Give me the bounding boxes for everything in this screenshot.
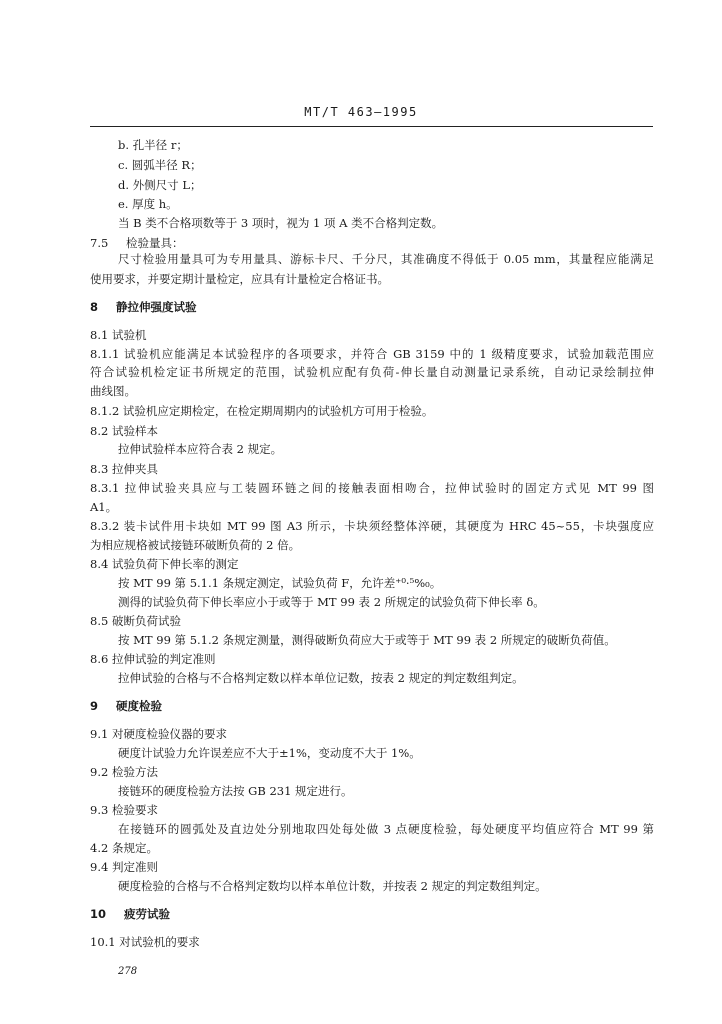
- section-heading-8: [90, 299, 197, 315]
- section-heading: 8.1 试验机: [90, 328, 147, 342]
- paragraph: 在接链环的圆弧处及直边处分别地取四处每处做 3 点硬度检验，每处硬度平均值应符合 MT 99 第: [118, 822, 654, 836]
- paragraph: 拉伸试验样本应符合表 2 规定。: [118, 442, 283, 456]
- list-item-e: e. 厚度 h。: [118, 197, 178, 211]
- paragraph: 硬度检验的合格与不合格判定数均以样本单位计数，并按表 2 规定的判定数组判定。: [118, 879, 547, 893]
- paragraph: 尺寸检验用量具可为专用量具、游标卡尺、千分尺，其准确度不得低于 0.05 mm，其量程应能满足: [118, 252, 654, 266]
- paragraph: 8.1.2 试验机应定期检定，在检定期周期内的试验机方可用于检验。: [90, 404, 434, 418]
- section-number: 9: [90, 699, 99, 713]
- section-heading: 8.2 试验样本: [90, 424, 158, 438]
- section-title: 疲劳试验: [124, 907, 171, 921]
- section-heading-10: [90, 906, 170, 922]
- section-heading: 8.6 拉伸试验的判定准则: [90, 652, 216, 666]
- paragraph: 测得的试验负荷下伸长率应小于或等于 MT 99 表 2 所规定的试验负荷下伸长率 δ。: [118, 595, 545, 609]
- paragraph: 硬度计试验力允许误差应不大于±1%，变动度不大于 1%。: [118, 746, 421, 760]
- paragraph: 8.3.1 拉伸试验夹具应与工装圆环链之间的接触表面相吻合，拉伸试验时的固定方式见 MT 99 图: [90, 481, 654, 495]
- paragraph: 拉伸试验的合格与不合格判定数以样本单位记数，按表 2 规定的判定数组判定。: [118, 671, 524, 685]
- section-number: 7.5: [90, 236, 109, 250]
- section-heading-7-5: [90, 235, 183, 251]
- paragraph: 8.1.1 试验机应能满足本试验程序的各项要求，并符合 GB 3159 中的 1 级精度要求，试验加载范围应: [90, 347, 654, 361]
- paragraph: 接链环的硬度检验方法按 GB 231 规定进行。: [118, 784, 353, 798]
- header-rule: [90, 126, 653, 127]
- paragraph: 按 MT 99 第 5.1.2 条规定测量，测得破断负荷应大于或等于 MT 99 表 2 所规定的破断负荷值。: [118, 633, 616, 647]
- section-heading: 8.3 拉伸夹具: [90, 462, 158, 476]
- section-heading: 9.1 对硬度检验仪器的要求: [90, 727, 227, 741]
- section-number: 8: [90, 300, 99, 314]
- list-item-c: c. 圆弧半径 R；: [118, 158, 202, 172]
- paragraph: 4.2 条规定。: [90, 841, 158, 855]
- section-title: 静拉伸强度试验: [116, 300, 197, 314]
- section-heading: 8.4 试验负荷下伸长率的测定: [90, 557, 239, 571]
- page-number: 278: [118, 966, 138, 977]
- running-header: MT/T 463—1995: [304, 105, 418, 119]
- paragraph: A1。: [90, 500, 118, 514]
- paragraph: 曲线图。: [90, 384, 136, 398]
- list-item-d: d. 外侧尺寸 L；: [118, 178, 202, 192]
- paragraph: 为相应规格被试接链环破断负荷的 2 倍。: [90, 538, 301, 552]
- paragraph: 8.3.2 装卡试件用卡块如 MT 99 图 A3 所示，卡块须经整体淬硬，其硬度为 HRC 45~55，卡块强度应: [90, 519, 654, 533]
- section-title: 检验量具：: [125, 236, 184, 250]
- paragraph: 使用要求，并要定期计量检定，应具有计量检定合格证书。: [90, 272, 389, 286]
- section-heading: 9.3 检验要求: [90, 803, 158, 817]
- list-item-b: b. 孔半径 r；: [118, 138, 188, 152]
- section-heading: 9.2 检验方法: [90, 765, 158, 779]
- section-heading: 10.1 对试验机的要求: [90, 935, 200, 949]
- section-number: 10: [90, 907, 107, 921]
- section-heading-9: [90, 698, 162, 714]
- section-heading: 8.5 破断负荷试验: [90, 614, 181, 628]
- section-heading: 9.4 判定准则: [90, 860, 158, 874]
- section-title: 硬度检验: [116, 699, 163, 713]
- paragraph: 符合试验机检定证书所规定的范围，试验机应配有负荷-伸长量自动测量记录系统，自动记录绘制拉伸: [90, 365, 654, 379]
- paragraph: 当 B 类不合格项数等于 3 项时，视为 1 项 A 类不合格判定数。: [118, 216, 444, 230]
- paragraph: 按 MT 99 第 5.1.1 条规定测定，试验负荷 F，允许差⁺⁰·⁵%₀。: [118, 576, 442, 590]
